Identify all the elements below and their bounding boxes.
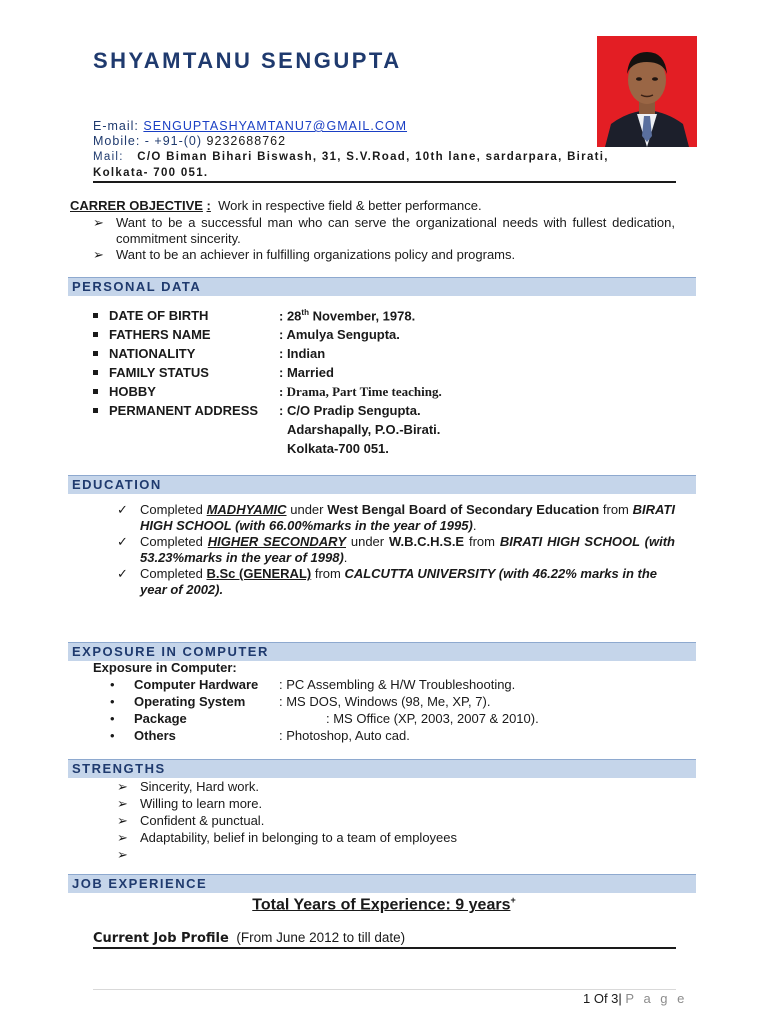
profile-photo	[597, 36, 697, 147]
computer-key: Computer Hardware	[134, 677, 259, 692]
section-title: PERSONAL DATA	[72, 279, 202, 294]
personal-key: FATHERS NAME	[109, 327, 211, 342]
arrow-bullet-icon: ➢	[117, 779, 128, 794]
strength-text: Adaptability, belief in belonging to a team of employees	[140, 830, 458, 845]
personal-key: PERMANENT ADDRESS	[109, 403, 259, 418]
email-label: E-mail:	[93, 119, 139, 133]
section-header-job	[68, 874, 696, 893]
mail-address: C/O Biman Bihari Biswash, 31, S.V.Road, 10th lane, sardarpara, Birati, Kolkata- 700 051.	[93, 151, 609, 179]
square-bullet-icon	[93, 313, 98, 318]
arrow-bullet-icon: ➢	[117, 813, 128, 828]
personal-value: : Amulya Sengupta.	[279, 327, 400, 342]
arrow-bullet-icon: ➢	[117, 830, 128, 845]
computer-value: : Photoshop, Auto cad.	[279, 728, 410, 743]
degree-name: HIGHER SECONDARY	[207, 534, 346, 549]
school-detail: BIRATI HIGH SCHOOL (with 53.23%marks in the year of 1998)	[140, 534, 675, 565]
personal-key: HOBBY	[109, 384, 156, 399]
section-title: JOB EXPERIENCE	[72, 876, 208, 891]
personal-value: : 28th November, 1978.	[279, 308, 416, 324]
computer-key: Operating System	[134, 694, 246, 709]
square-bullet-icon	[93, 351, 98, 356]
address-line-text: Kolkata-700 051.	[287, 441, 389, 456]
computer-key: Others	[134, 728, 176, 743]
personal-value: : Married	[279, 365, 334, 380]
page-number: 1 Of 3|	[583, 991, 622, 1006]
square-bullet-icon	[93, 408, 98, 413]
strength-text: Willing to learn more.	[140, 796, 263, 811]
degree-name: MADHYAMIC	[206, 502, 287, 517]
education-item: ✓ Completed MADHYAMIC under West Bengal Board of Secondary Education from BIRATI HIGH SCHOOL (with 66.00%marks in the year of 1995).	[117, 502, 675, 533]
arrow-bullet-icon: ➢	[117, 796, 128, 811]
personal-key: DATE OF BIRTH	[109, 308, 209, 323]
personal-key: FAMILY STATUS	[109, 365, 209, 380]
current-job-period: (From June 2012 to till date)	[236, 930, 406, 945]
current-job-label: Current Job Profile	[93, 931, 229, 946]
address-line-text: Adarshapally, P.O.-Birati.	[287, 422, 441, 437]
career-objective-line	[70, 198, 482, 213]
education-item: ✓ Completed HIGHER SECONDARY under W.B.C.H.S.E from BIRATI HIGH SCHOOL (with 53.23%marks in the year of 1998).	[117, 534, 675, 565]
candidate-name: SHYAMTANU SENGUPTA	[93, 48, 402, 73]
portrait-illustration	[597, 36, 697, 147]
current-job-line	[93, 930, 405, 946]
computer-value: : PC Assembling & H/W Troubleshooting.	[279, 677, 516, 692]
dot-bullet-icon: •	[110, 728, 115, 743]
computer-key: Package	[134, 711, 187, 726]
objective-summary: Work in respective field & better performance.	[218, 198, 482, 213]
mail-label: Mail:	[93, 151, 124, 163]
board-name: CALCUTTA UNIVERSITY (with 46.22% marks in the year of 2002).	[140, 566, 657, 597]
check-icon: ✓	[117, 502, 128, 517]
mobile-number: 9232688762	[206, 134, 287, 148]
objective-point-text: Want to be a successful man who can serve the organizational needs with fullest dedication, commitment sincerity.	[116, 215, 675, 246]
email-link[interactable]: SENGUPTASHYAMTANU7@GMAIL.COM	[143, 119, 408, 133]
dot-bullet-icon: •	[110, 711, 115, 726]
personal-value: : C/O Pradip Sengupta.	[279, 403, 421, 418]
section-title: STRENGTHS	[72, 761, 166, 776]
square-bullet-icon	[93, 389, 98, 394]
objective-heading: CARRER OBJECTIVE	[70, 198, 203, 213]
email-line	[93, 119, 407, 133]
mail-address-block	[93, 149, 663, 181]
page-word: P a g e	[625, 991, 688, 1006]
mobile-label: Mobile: - +91-(0)	[93, 134, 203, 148]
total-experience	[0, 895, 768, 914]
mobile-line	[93, 134, 286, 148]
section-header-computer	[68, 642, 696, 661]
section-title: EXPOSURE IN COMPUTER	[72, 644, 269, 659]
arrow-bullet-icon: ➢	[117, 847, 128, 862]
section-header-personal	[68, 277, 696, 296]
total-experience-text: Total Years of Experience: 9 years	[252, 896, 511, 914]
objective-point	[93, 247, 675, 263]
header-divider	[93, 181, 676, 183]
school-detail: BIRATI HIGH SCHOOL (with 66.00%marks in the year of 1995)	[140, 502, 675, 533]
job-divider	[93, 947, 676, 949]
dot-bullet-icon: •	[110, 677, 115, 692]
section-header-education	[68, 475, 696, 494]
strength-text: Sincerity, Hard work.	[140, 779, 259, 794]
personal-value: : Indian	[279, 346, 326, 361]
arrow-bullet-icon: ➢	[93, 247, 104, 262]
degree-name: B.Sc (GENERAL)	[206, 566, 312, 581]
section-title: EDUCATION	[72, 477, 162, 492]
computer-value: : MS Office (XP, 2003, 2007 & 2010).	[326, 711, 539, 726]
personal-key: NATIONALITY	[109, 346, 196, 361]
education-item: ✓ Completed B.Sc (GENERAL) from CALCUTTA UNIVERSITY (with 46.22% marks in the year of 2002).	[117, 566, 657, 597]
objective-point	[93, 215, 675, 247]
section-header-strengths	[68, 759, 696, 778]
strength-text: Confident & punctual.	[140, 813, 265, 828]
board-name: West Bengal Board of Secondary Education	[327, 502, 600, 517]
dot-bullet-icon: •	[110, 694, 115, 709]
arrow-bullet-icon: ➢	[93, 215, 104, 230]
square-bullet-icon	[93, 332, 98, 337]
page-footer	[583, 991, 687, 1006]
check-icon: ✓	[117, 566, 128, 581]
board-name: W.B.C.H.S.E	[388, 534, 465, 549]
personal-value: : Drama, Part Time teaching.	[279, 384, 442, 399]
objective-point-text: Want to be an achiever in fulfilling organizations policy and programs.	[116, 247, 516, 262]
square-bullet-icon	[93, 370, 98, 375]
footer-divider	[93, 989, 676, 990]
check-icon: ✓	[117, 534, 128, 549]
computer-value: : MS DOS, Windows (98, Me, XP, 7).	[279, 694, 491, 709]
total-experience-sup: +	[510, 895, 516, 905]
objective-colon: :	[206, 198, 211, 213]
computer-subheading: Exposure in Computer:	[93, 660, 237, 675]
